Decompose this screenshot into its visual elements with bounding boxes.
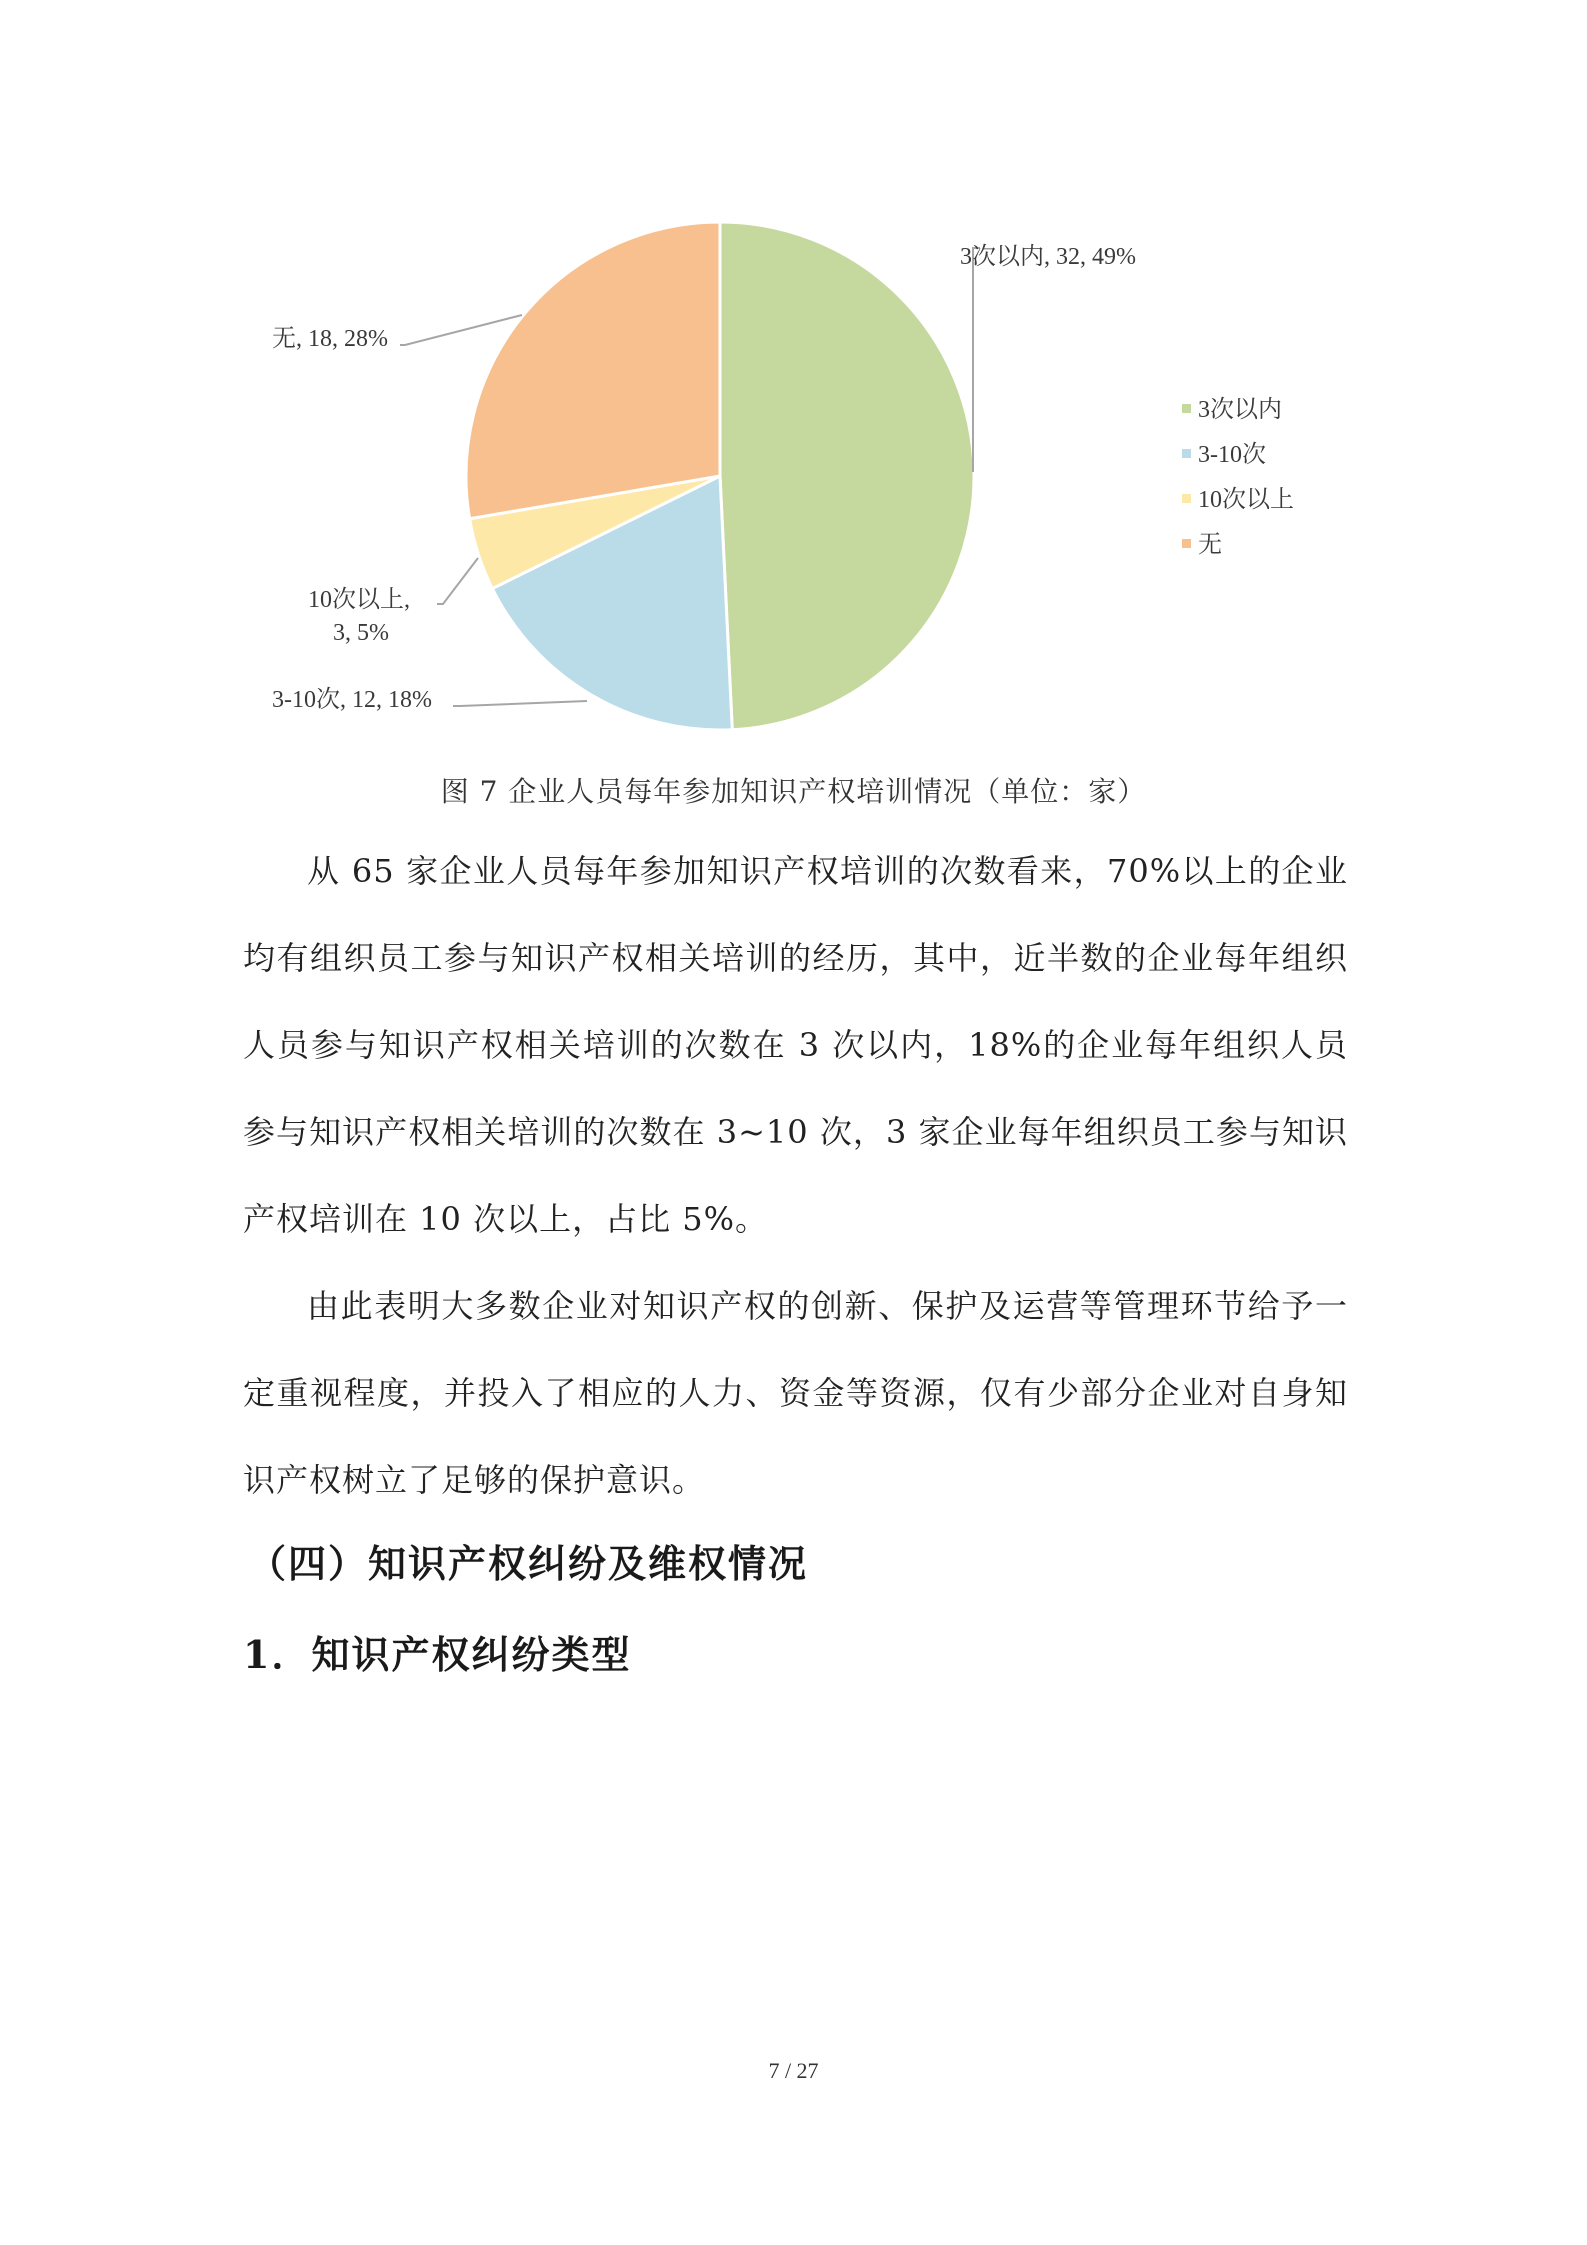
legend-label-3-10ci: 3-10次 (1198, 442, 1266, 468)
legend-swatch-10ci-yishang (1182, 494, 1191, 503)
legend-swatch-3-10ci (1182, 449, 1191, 458)
paragraph-2-container (243, 1263, 1348, 1524)
page-number: 7 / 27 (768, 2058, 819, 2083)
pie-chart (0, 0, 1587, 760)
legend-swatch-3ci-yinei (1182, 404, 1191, 413)
data-label-3-10ci: 3-10次, 12, 18% (272, 687, 432, 713)
slice-3ci-yinei (720, 222, 974, 730)
leader-line-3-10ci (453, 701, 587, 706)
data-label-10ci-yishang-line2: 3, 5% (333, 620, 389, 646)
legend-label-3ci-yinei: 3次以内 (1198, 397, 1282, 423)
data-label-wu: 无, 18, 28% (272, 326, 388, 352)
leader-line-10ci-yishang (437, 558, 478, 604)
data-label-3ci-yinei: 3次以内, 32, 49% (960, 244, 1136, 270)
section-heading: （四）知识产权纠纷及维权情况 (248, 1541, 809, 1586)
paragraph-1: 从 65 家企业人员每年参加知识产权培训的次数看来，70%以上的企业均有组织员工参与知识产权相关培训的经历，其中，近半数的企业每年组织人员参与知识产权相关培训的次数在 3 次以内，18%的企业每年组织人员参与知识产权相关培训的次数在 3~10 次，3 家企业每年组织员工参与知识产权培训在 10 次以上，占比 5%。 (243, 852, 1348, 1238)
legend (1182, 396, 1294, 558)
legend-swatch-wu (1182, 539, 1191, 548)
legend-label-10ci-yishang: 10次以上 (1198, 487, 1294, 513)
data-label-10ci-yishang-line1: 10次以上, (308, 587, 410, 613)
slice-wu (466, 222, 720, 519)
subsection-heading: 1．知识产权纠纷类型 (243, 1632, 632, 1677)
leader-line-3ci-yinei (973, 248, 980, 472)
legend-label-wu: 无 (1198, 532, 1222, 558)
figure-caption: 图 7 企业人员每年参加知识产权培训情况（单位：家） (440, 775, 1147, 808)
paragraph-2: 由此表明大多数企业对知识产权的创新、保护及运营等管理环节给予一定重视程度，并投入了相应的人力、资金等资源，仅有少部分企业对自身知识产权树立了足够的保护意识。 (243, 1287, 1348, 1499)
pie-slices (466, 222, 974, 730)
paragraph-1-container (243, 828, 1348, 1263)
